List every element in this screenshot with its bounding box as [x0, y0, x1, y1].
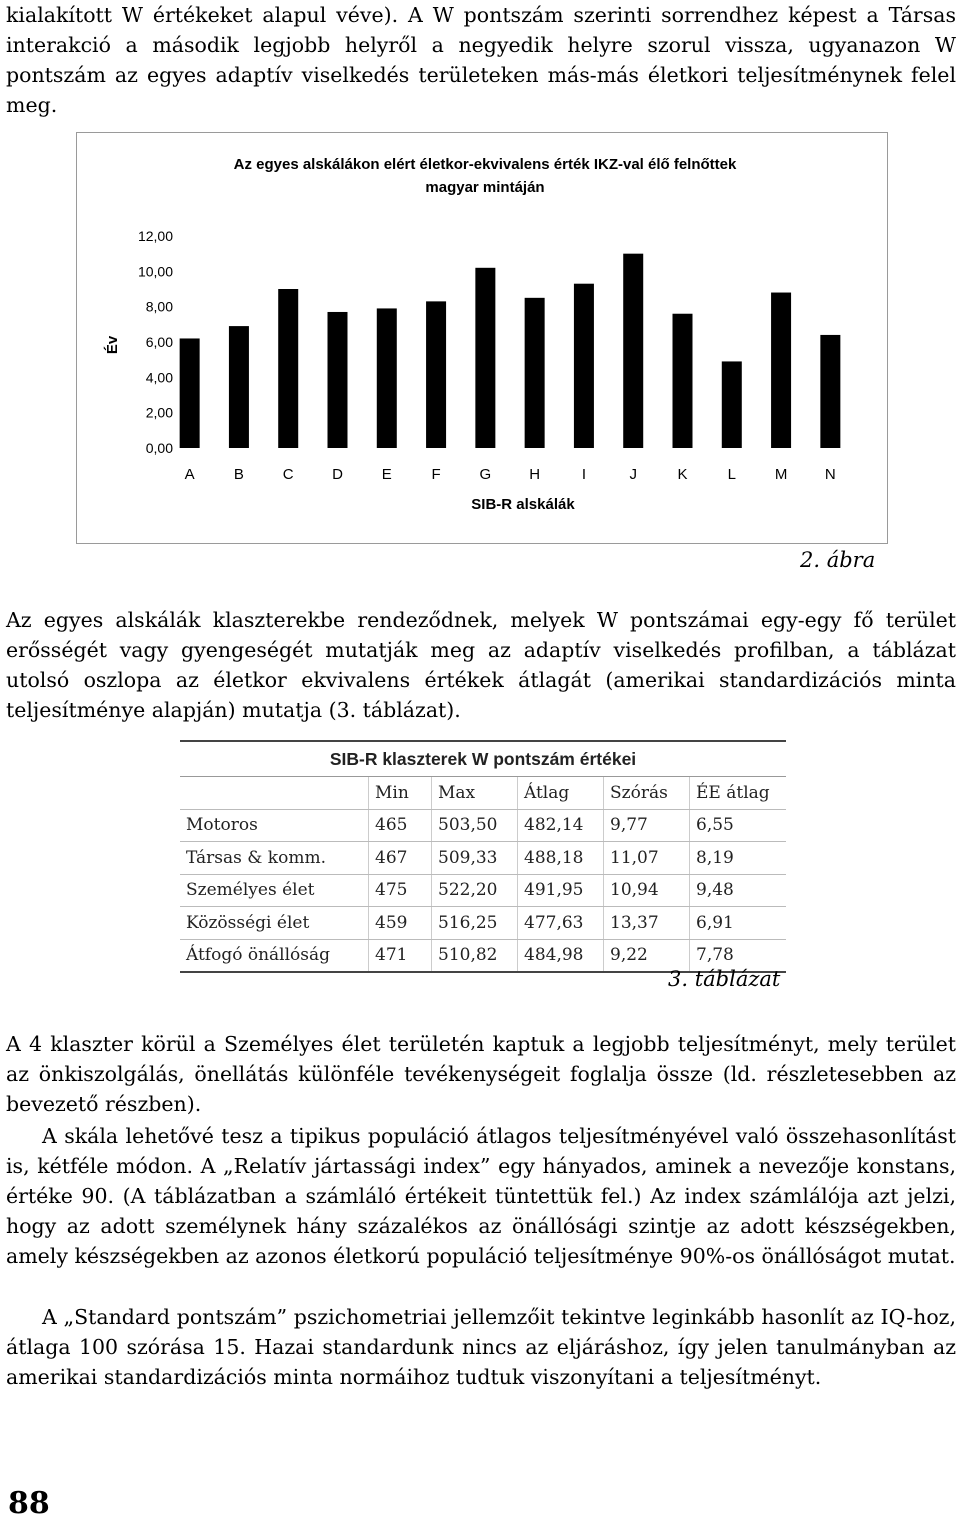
- bar-C: [278, 289, 298, 448]
- table-cell: 6,55: [690, 809, 787, 842]
- table-header-cell: ÉE átlag: [690, 777, 787, 809]
- table-header-cell: Max: [432, 777, 518, 809]
- table-title: SIB-R klaszterek W pontszám értékei: [180, 740, 786, 777]
- table-cell: Átfogó önállóság: [180, 939, 369, 972]
- table-cell: Társas & komm.: [180, 842, 369, 875]
- bar-J: [623, 254, 643, 448]
- x-axis-ticks: [185, 466, 836, 483]
- table-header-cell: Szórás: [604, 777, 690, 809]
- y-tick-label: 10,00: [137, 263, 173, 280]
- x-tick-label: F: [431, 466, 441, 483]
- table-cell: 6,91: [690, 907, 787, 940]
- bar-A: [180, 338, 200, 448]
- table-cell: 13,37: [604, 907, 690, 940]
- y-tick-label: 4,00: [145, 369, 173, 386]
- table-cell: 484,98: [518, 939, 604, 972]
- x-tick-label: C: [282, 466, 294, 483]
- y-tick-label: 0,00: [145, 440, 173, 456]
- table-cell: 509,33: [432, 842, 518, 875]
- table-header-row: [180, 777, 786, 809]
- table-cell: 465: [369, 809, 432, 842]
- table-cell: 7,78: [690, 939, 787, 972]
- bar-G: [475, 268, 495, 448]
- table-cell: 491,95: [518, 874, 604, 907]
- table-cell: 477,63: [518, 907, 604, 940]
- x-tick-label: B: [233, 466, 244, 483]
- table-cell: 522,20: [432, 874, 518, 907]
- cluster-stats-table: [180, 740, 786, 973]
- x-tick-label: G: [479, 466, 492, 483]
- table-header-cell: Min: [369, 777, 432, 809]
- x-tick-label: A: [184, 466, 195, 483]
- table-cell: 8,19: [690, 842, 787, 875]
- table-row: [180, 874, 786, 907]
- bar-M: [771, 293, 791, 448]
- bar-N: [820, 335, 840, 448]
- table-row: [180, 907, 786, 940]
- table-cell: 9,48: [690, 874, 787, 907]
- table-cell: Személyes élet: [180, 874, 369, 907]
- table-row: [180, 809, 786, 842]
- x-tick-label: H: [529, 466, 541, 483]
- table-cell: 482,14: [518, 809, 604, 842]
- x-tick-label: E: [381, 466, 392, 483]
- table-row: [180, 842, 786, 875]
- table-cell: 10,94: [604, 874, 690, 907]
- chart-title-line2: magyar mintáján: [425, 179, 545, 196]
- figure-caption: 2. ábra: [800, 548, 876, 572]
- table-cell: 516,25: [432, 907, 518, 940]
- table-cell: 11,07: [604, 842, 690, 875]
- bar-H: [525, 298, 545, 448]
- table-cell: Motoros: [180, 809, 369, 842]
- bars: [180, 254, 841, 448]
- bar-I: [574, 284, 594, 448]
- table-cell: 467: [369, 842, 432, 875]
- x-axis-label: SIB-R alskálák: [471, 496, 575, 513]
- bar-K: [673, 314, 693, 448]
- x-tick-label: L: [727, 466, 736, 483]
- results-paragraph: A 4 klaszter körül a Személyes élet területén kaptuk a legjobb teljesítményt, mely terület az önkiszolgálás, önellátás különféle tevékenységeit foglalja össze (ld. részletesebben az bevezető részben).: [6, 1032, 956, 1116]
- clusters-paragraph: Az egyes alskálák klaszterekbe rendeződnek, melyek W pontszámai egy-egy fő terület erősségét vagy gyengeségét mutatják meg az adaptív viselkedés profilban, a táblázat utolsó oszlopa az életkor ekvivalens értékek átlagát (amerikai standardizációs minta teljesítménye alapján) mutatja (3. táblázat).: [6, 608, 956, 722]
- table-cell: 9,22: [604, 939, 690, 972]
- table-cell: 503,50: [432, 809, 518, 842]
- standard-paragraph: A „Standard pontszám” pszichometriai jellemzőit tekintve leginkább hasonlít az IQ-hoz, átlaga 100 szórása 15. Hazai standardunk nincs az eljáráshoz, így jelen tanulmányban az amerikai standardizációs minta normáihoz tudtuk viszonyítani a teljesítményt.: [6, 1305, 956, 1389]
- bar-E: [377, 308, 397, 448]
- bar-L: [722, 361, 742, 448]
- bar-F: [426, 301, 446, 448]
- table-cell: 471: [369, 939, 432, 972]
- table-header-cell: Átlag: [518, 777, 604, 809]
- x-tick-label: N: [824, 466, 836, 483]
- x-tick-label: D: [332, 466, 343, 483]
- table-cell: 510,82: [432, 939, 518, 972]
- intro-paragraph: kialakított W értékeket alapul véve). A W pontszám szerinti sorrendhez képest a Társas interakció a második legjobb helyről a negyedik helyre szorul vissza, ugyanazon W pontszám az egyes adaptív viselkedés területeken más-más életkori teljesítménynek felel meg.: [6, 3, 956, 117]
- bar-B: [229, 326, 249, 448]
- table-header-cell: [180, 777, 369, 809]
- y-axis-ticks: [138, 228, 173, 456]
- y-tick-label: 6,00: [145, 334, 173, 350]
- table-cell: Közösségi élet: [180, 907, 369, 940]
- table-cell: 459: [369, 907, 432, 940]
- rji-paragraph: A skála lehetővé tesz a tipikus populáció átlagos teljesítményével való összehasonlítást is, kétféle módon. A „Relatív jártassági index” egy hányados, aminek a nevezője konstans, értéke 90. (A táblázatban a számláló értékeit tüntettük fel.) Az index számlálója azt jelzi, hogy az adott személynek hány százalékos az önállósági szintje az adott készségekben, amely készségekben az azonos életkorú populáció teljesítménye 90%-os önállóságot mutat.: [6, 1124, 956, 1268]
- x-tick-label: M: [774, 466, 788, 483]
- y-tick-label: 8,00: [145, 298, 173, 315]
- x-tick-label: K: [677, 466, 688, 483]
- y-tick-label: 2,00: [145, 404, 173, 421]
- table-cell: 9,77: [604, 809, 690, 842]
- bar-chart: [76, 132, 888, 544]
- x-tick-label: I: [581, 466, 587, 483]
- table-cell: 488,18: [518, 842, 604, 875]
- y-axis-label: Év: [104, 335, 121, 355]
- chart-title-line1: Az egyes alskálákon elért életkor-ekvivalens érték IKZ-val élő felnőttek: [233, 156, 737, 173]
- table-caption: 3. táblázat: [668, 967, 781, 991]
- x-tick-label: J: [629, 466, 637, 483]
- bar-D: [328, 312, 348, 448]
- table-cell: 475: [369, 874, 432, 907]
- page-number: 88: [8, 1486, 50, 1521]
- y-tick-label: 12,00: [137, 228, 173, 244]
